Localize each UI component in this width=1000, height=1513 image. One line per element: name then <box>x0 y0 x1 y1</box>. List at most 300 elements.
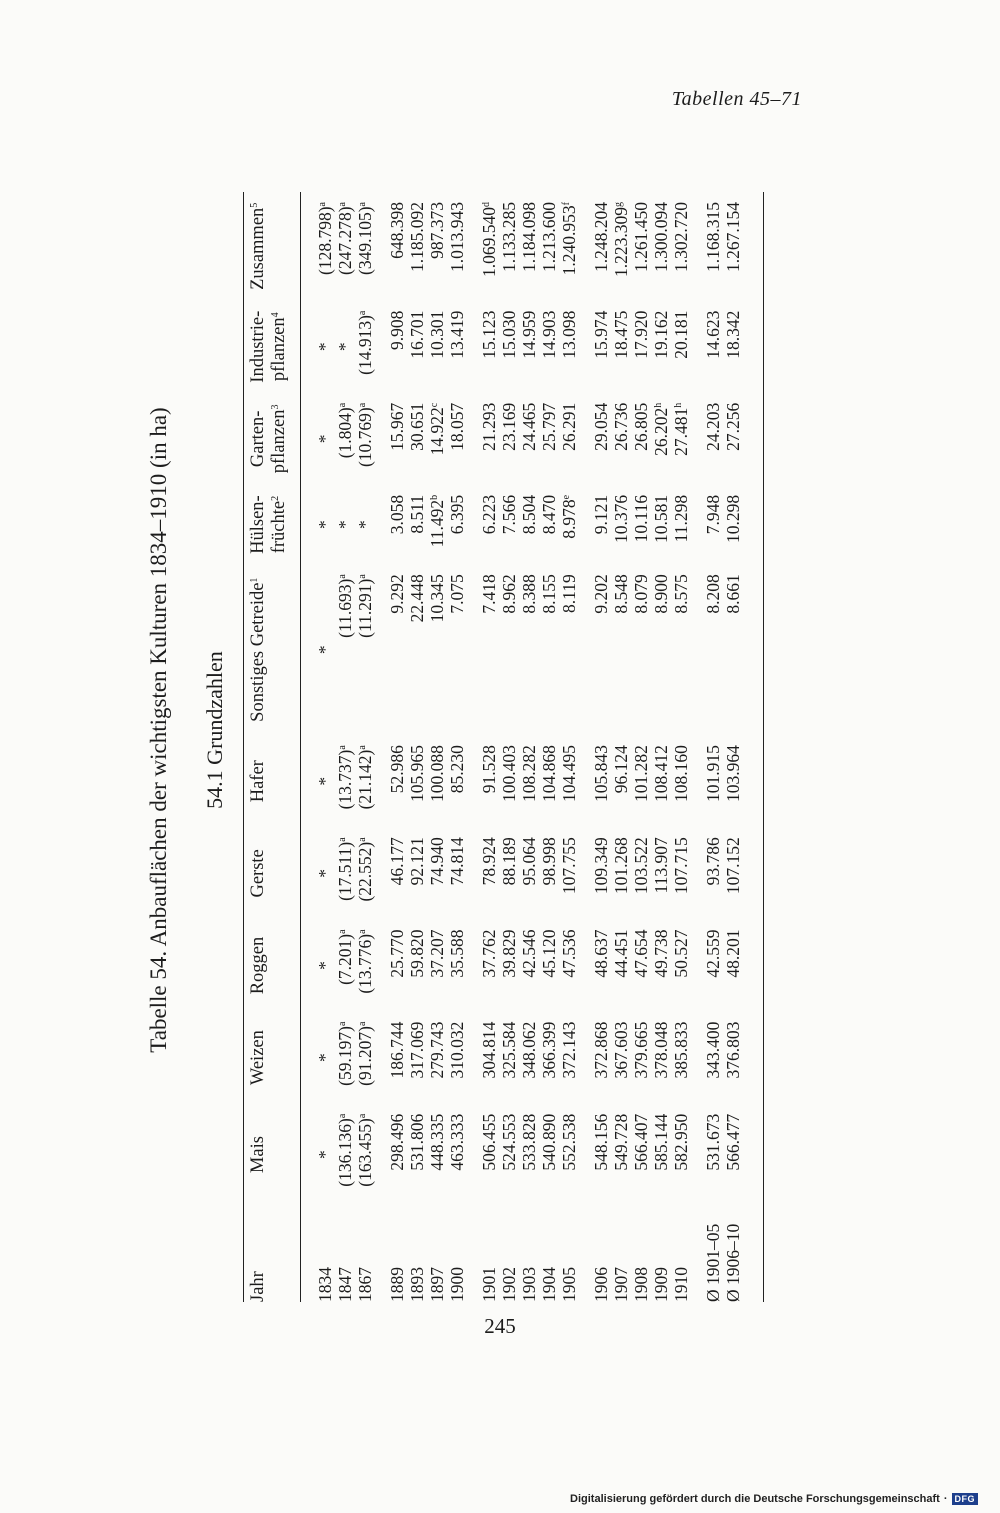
value-cell-garten: 27.481$^h$ <box>671 402 691 456</box>
year-cell: 1909 <box>651 1267 671 1302</box>
value-cell-sonstiges: 8.388 <box>519 574 539 614</box>
column-header <box>244 919 301 1011</box>
table-row <box>559 192 579 1302</box>
table-row <box>407 192 427 1302</box>
footnote-marker: a <box>337 402 348 408</box>
footnote-marker: a <box>357 202 368 207</box>
value-cell-zusammen: 1.261.450 <box>631 202 651 272</box>
value-cell-hafer: 101.282 <box>631 745 651 803</box>
value-cell-industrie: 9.908 <box>387 310 407 351</box>
value-cell-hafer: 100.403 <box>499 745 519 803</box>
year-cell: 1906 <box>591 1267 611 1302</box>
value-cell-sonstiges: 8.208 <box>703 574 723 614</box>
value-cell-gerste: $(22.552)^a$ <box>355 837 375 902</box>
value-cell-mais: 524.553 <box>499 1113 519 1171</box>
year-cell: 1904 <box>539 1267 559 1302</box>
value-cell-zusammen: 1.013.943 <box>447 202 467 272</box>
value-cell-weizen: 310.032 <box>447 1021 467 1079</box>
year-cell: 1910 <box>671 1267 691 1302</box>
value-cell-mais: 552.538 <box>559 1113 579 1171</box>
value-cell-industrie <box>301 301 336 393</box>
value-cell-roggen: $(13.776)^a$ <box>355 929 375 994</box>
value-cell-roggen: 47.536 <box>559 929 579 978</box>
column-header-text: Hafer <box>248 760 268 803</box>
table-row <box>335 192 355 1302</box>
value-cell-garten: 24.203 <box>703 402 723 451</box>
value-cell-huelsen <box>355 485 375 564</box>
value-cell-mais: 533.828 <box>519 1113 539 1171</box>
value-cell-garten: 15.967 <box>387 402 407 451</box>
footnote-marker: c <box>429 402 440 408</box>
year-cell: 1893 <box>407 1267 427 1302</box>
value-cell-gerste: 95.064 <box>519 837 539 886</box>
value-cell-hafer: 103.964 <box>723 745 743 803</box>
value-cell-gerste <box>301 827 336 919</box>
no-data-marker: * <box>315 520 335 529</box>
column-header <box>244 192 301 301</box>
column-header <box>244 1012 301 1104</box>
value-cell-mais: 548.156 <box>591 1113 611 1171</box>
value-cell-sonstiges: 9.202 <box>591 574 611 614</box>
value-cell-gerste: 107.715 <box>671 837 691 895</box>
value-cell-industrie: 15.030 <box>499 310 519 359</box>
value-cell-roggen: 45.120 <box>539 929 559 978</box>
value-cell-mais: 506.455 <box>479 1113 499 1171</box>
value-cell-mais: $(136.136)^a$ <box>335 1113 355 1187</box>
dfg-logo: DFG <box>952 1493 979 1505</box>
value-cell-roggen: 35.588 <box>447 929 467 978</box>
footnote-marker: 2 <box>270 495 281 501</box>
no-data-marker: * <box>335 520 355 529</box>
value-cell-huelsen: 7.566 <box>499 494 519 535</box>
table-row <box>539 192 559 1302</box>
value-cell-weizen: $(59.197)^a$ <box>335 1021 355 1086</box>
column-header <box>244 735 301 827</box>
value-cell-huelsen: 3.058 <box>387 494 407 535</box>
value-cell-sonstiges: $(11.693)^a$ <box>335 574 355 638</box>
year-cell: 1897 <box>427 1267 447 1302</box>
column-header <box>244 827 301 919</box>
table-row <box>447 192 467 1302</box>
value-cell-zusammen: $(247.278)^a$ <box>335 202 355 275</box>
column-header <box>244 301 301 393</box>
value-cell-roggen <box>301 919 336 1011</box>
value-cell-weizen: $(91.207)^a$ <box>355 1021 375 1086</box>
value-cell-sonstiges: 8.661 <box>723 574 743 614</box>
running-head: Tabellen 45–71 <box>671 88 802 110</box>
value-cell-huelsen: 8.978e <box>559 494 579 539</box>
value-cell-mais <box>301 1104 336 1206</box>
value-cell-roggen: 42.559 <box>703 929 723 978</box>
value-cell-industrie: 16.701 <box>407 310 427 359</box>
value-cell-sonstiges: 10.345 <box>427 574 447 623</box>
no-data-marker: * <box>315 961 335 970</box>
value-cell-sonstiges: 8.900 <box>651 574 671 614</box>
footnote-marker: a <box>337 574 348 579</box>
footnote-marker: 3 <box>270 404 281 410</box>
column-header-text: Sonstiges Getreide <box>248 582 268 722</box>
value-cell-weizen: 279.743 <box>427 1021 447 1079</box>
table-row <box>611 192 631 1302</box>
column-header-text: pflanzen <box>269 409 289 474</box>
column-header-text: Gerste <box>248 849 268 898</box>
value-cell-roggen: $(7.201)^a$ <box>335 929 355 985</box>
value-cell-garten: 29.054 <box>591 402 611 451</box>
value-cell-industrie: 19.162 <box>651 310 671 359</box>
footnote-marker: a <box>357 837 368 842</box>
credit-separator: · <box>943 1493 948 1505</box>
value-cell-garten: $(1.804)^a$ <box>335 402 355 459</box>
value-cell-industrie: 14.623 <box>703 310 723 359</box>
no-data-marker: * <box>315 1053 335 1063</box>
value-cell-zusammen: 1.213.600 <box>539 202 559 272</box>
value-cell-sonstiges: $(11.291)^a$ <box>355 574 375 638</box>
value-cell-sonstiges: 7.075 <box>447 574 467 614</box>
value-cell-gerste: 78.924 <box>479 837 499 886</box>
table-titles <box>140 150 230 1310</box>
value-cell-roggen: 47.654 <box>631 929 651 978</box>
value-cell-huelsen: 10.298 <box>723 494 743 544</box>
value-cell-garten: 25.797 <box>539 402 559 451</box>
credit-text: Digitalisierung gefördert durch die Deutsche Forschungsgemeinschaft <box>570 1493 940 1505</box>
value-cell-hafer: 100.088 <box>427 745 447 803</box>
footnote-marker: 4 <box>270 312 281 318</box>
value-cell-garten: 21.293 <box>479 402 499 451</box>
value-cell-huelsen: 8.470 <box>539 494 559 535</box>
footnote-marker: e <box>561 494 572 500</box>
no-data-marker: * <box>315 1150 335 1159</box>
value-cell-huelsen: 9.121 <box>591 494 611 535</box>
no-data-marker: * <box>355 520 375 529</box>
value-cell-mais: $(163.455)^a$ <box>355 1113 375 1187</box>
column-header-text: Hülsen- <box>248 495 268 554</box>
column-header <box>244 393 301 485</box>
value-cell-garten: 24.465 <box>519 402 539 451</box>
footnote-marker: b <box>429 494 440 500</box>
value-cell-mais: 531.673 <box>703 1113 723 1171</box>
year-cell: 1907 <box>611 1267 631 1302</box>
value-cell-sonstiges: 8.079 <box>631 574 651 614</box>
value-cell-sonstiges: 22.448 <box>407 574 427 623</box>
header-row <box>244 192 301 1302</box>
value-cell-hafer: 91.528 <box>479 745 499 794</box>
table-row <box>579 192 611 1302</box>
value-cell-gerste: 101.268 <box>611 837 631 895</box>
value-cell-huelsen <box>301 485 336 564</box>
value-cell-industrie: 13.098 <box>559 310 579 359</box>
column-header-text: Jahr <box>248 1271 268 1302</box>
value-cell-gerste: 74.940 <box>427 837 447 886</box>
footnote-marker: a <box>337 837 348 842</box>
value-cell-hafer: 85.230 <box>447 745 467 794</box>
value-cell-mais: 549.728 <box>611 1113 631 1171</box>
value-cell-industrie: 14.959 <box>519 310 539 359</box>
value-cell-gerste: 103.522 <box>631 837 651 895</box>
value-cell-hafer: 104.868 <box>539 745 559 803</box>
value-cell-weizen: 348.062 <box>519 1021 539 1079</box>
column-header-text: Garten- <box>248 410 268 468</box>
value-cell-weizen: 343.400 <box>703 1021 723 1079</box>
value-cell-mais: 448.335 <box>427 1113 447 1171</box>
value-cell-industrie <box>335 301 355 393</box>
value-cell-industrie: 13.419 <box>447 310 467 359</box>
table-row <box>519 192 539 1302</box>
value-cell-weizen: 325.584 <box>499 1021 519 1079</box>
footnote-marker: a <box>357 1113 368 1119</box>
value-cell-garten: 26.805 <box>631 402 651 451</box>
value-cell-roggen: 42.546 <box>519 929 539 978</box>
value-cell-sonstiges: 8.119 <box>559 574 579 613</box>
value-cell-weizen: 376.803 <box>723 1021 743 1079</box>
value-cell-garten: $(10.769)^a$ <box>355 402 375 468</box>
value-cell-zusammen: $(349.105)^a$ <box>355 202 375 275</box>
table-subtitle: 54.1 Grundzahlen <box>202 651 227 809</box>
year-cell: 1847 <box>335 1267 355 1302</box>
value-cell-roggen: 49.738 <box>651 929 671 978</box>
year-cell: 1900 <box>447 1267 467 1302</box>
value-cell-garten: 23.169 <box>499 402 519 451</box>
value-cell-garten <box>301 393 336 485</box>
value-cell-hafer: $(21.142)^a$ <box>355 745 375 810</box>
value-cell-weizen: 372.868 <box>591 1021 611 1079</box>
value-cell-gerste: 107.152 <box>723 837 743 895</box>
value-cell-weizen: 378.048 <box>651 1021 671 1079</box>
value-cell-mais: 566.407 <box>631 1113 651 1171</box>
value-cell-huelsen: 10.376 <box>611 494 631 544</box>
value-cell-mais: 298.496 <box>387 1113 407 1171</box>
value-cell-zusammen: 648.398 <box>387 202 407 259</box>
value-cell-weizen: 317.069 <box>407 1021 427 1079</box>
table-row <box>651 192 671 1302</box>
value-cell-huelsen: 8.504 <box>519 494 539 535</box>
footnote-marker: a <box>357 929 368 934</box>
year-cell: 1889 <box>387 1267 407 1302</box>
value-cell-mais: 531.806 <box>407 1113 427 1171</box>
value-cell-industrie: 17.920 <box>631 310 651 359</box>
footnote-marker: f <box>561 202 572 206</box>
table-row <box>691 192 723 1302</box>
column-header-text: Zusammen <box>248 207 268 290</box>
no-data-marker: * <box>335 342 355 352</box>
value-cell-gerste: $(17.511)^a$ <box>335 837 355 901</box>
no-data-marker: * <box>315 645 335 655</box>
value-cell-weizen: 385.833 <box>671 1021 691 1079</box>
value-cell-roggen: 37.762 <box>479 929 499 978</box>
value-cell-roggen: 39.829 <box>499 929 519 978</box>
value-cell-huelsen: 10.116 <box>631 494 651 543</box>
value-cell-mais: 582.950 <box>671 1113 691 1171</box>
value-cell-roggen: 59.820 <box>407 929 427 978</box>
value-cell-zusammen: 1.300.094 <box>651 202 671 272</box>
footnote-marker: a <box>337 1113 348 1119</box>
value-cell-sonstiges: 7.418 <box>479 574 499 614</box>
rotated-table-block <box>140 150 830 1310</box>
year-cell: 1905 <box>559 1267 579 1302</box>
column-header <box>244 1205 301 1302</box>
value-cell-hafer: $(13.737)^a$ <box>335 745 355 810</box>
value-cell-huelsen <box>335 485 355 564</box>
value-cell-garten: 27.256 <box>723 402 743 451</box>
value-cell-hafer: 96.124 <box>611 745 631 794</box>
value-cell-huelsen: 6.395 <box>447 494 467 535</box>
value-cell-sonstiges: 8.575 <box>671 574 691 614</box>
footnote-marker: a <box>357 745 368 750</box>
table-row <box>671 192 691 1302</box>
footnote-marker: a <box>357 402 368 408</box>
value-cell-gerste: 113.907 <box>651 837 671 894</box>
value-cell-industrie: 14.903 <box>539 310 559 359</box>
footnote-marker: a <box>337 202 348 207</box>
footnote-marker: a <box>357 1021 368 1027</box>
column-header <box>244 564 301 735</box>
no-data-marker: * <box>315 342 335 352</box>
value-cell-weizen: 186.744 <box>387 1021 407 1079</box>
table-row <box>499 192 519 1302</box>
value-cell-gerste: 98.998 <box>539 837 559 886</box>
column-header <box>244 485 301 564</box>
value-cell-huelsen: 11.492$^b$ <box>427 494 447 548</box>
page-number: 245 <box>484 1314 516 1338</box>
footnote-marker: 5 <box>249 202 260 208</box>
value-cell-mais: 566.477 <box>723 1113 743 1171</box>
table-header <box>244 192 301 1302</box>
no-data-marker: * <box>315 776 335 786</box>
value-cell-garten: 14.922$^c$ <box>427 402 447 456</box>
value-cell-garten: 30.651 <box>407 402 427 451</box>
year-cell: 1902 <box>499 1267 519 1302</box>
value-cell-weizen: 367.603 <box>611 1021 631 1079</box>
value-cell-industrie: 18.342 <box>723 310 743 359</box>
value-cell-zusammen: 987.373 <box>427 202 447 259</box>
value-cell-roggen: 25.770 <box>387 929 407 978</box>
value-cell-hafer: 108.160 <box>671 745 691 803</box>
value-cell-roggen: 50.527 <box>671 929 691 978</box>
value-cell-industrie: 18.475 <box>611 310 631 359</box>
table-row <box>301 192 336 1302</box>
value-cell-roggen: 48.637 <box>591 929 611 978</box>
value-cell-hafer: 108.282 <box>519 745 539 803</box>
value-cell-hafer <box>301 735 336 827</box>
value-cell-hafer: 105.965 <box>407 745 427 803</box>
value-cell-zusammen: 1.168.315 <box>703 202 723 272</box>
value-cell-sonstiges: 8.962 <box>499 574 519 614</box>
footnote-marker: a <box>357 310 368 316</box>
value-cell-zusammen: 1.133.285 <box>499 202 519 272</box>
table-row <box>467 192 499 1302</box>
year-cell: 1834 <box>315 1267 335 1302</box>
digitization-credit <box>570 1493 978 1505</box>
value-cell-weizen <box>301 1012 336 1104</box>
value-cell-zusammen: 1.267.154 <box>723 202 743 272</box>
value-cell-garten: 26.202$^h$ <box>651 402 671 456</box>
column-header-text: früchte <box>269 500 289 554</box>
value-cell-hafer: 104.495 <box>559 745 579 803</box>
value-cell-huelsen: 6.223 <box>479 494 499 535</box>
value-cell-weizen: 379.665 <box>631 1021 651 1079</box>
value-cell-sonstiges <box>301 564 336 735</box>
value-cell-hafer: 52.986 <box>387 745 407 794</box>
value-cell-zusammen: 1.185.092 <box>407 202 427 272</box>
value-cell-roggen: 48.201 <box>723 929 743 978</box>
value-cell-gerste: 92.121 <box>407 837 427 886</box>
value-cell-zusammen: 1.184.098 <box>519 202 539 272</box>
footnote-marker: 1 <box>249 577 260 583</box>
value-cell-zusammen: 1.069.540$^d$ <box>479 202 499 277</box>
value-cell-garten: 26.736 <box>611 402 631 451</box>
table-body <box>301 192 758 1302</box>
year-cell: 1903 <box>519 1267 539 1302</box>
year-cell: 1901 <box>479 1267 499 1302</box>
value-cell-gerste: 93.786 <box>703 837 723 886</box>
value-cell-gerste: 74.814 <box>447 837 467 886</box>
value-cell-huelsen: 8.511 <box>407 494 427 534</box>
table-row <box>723 192 757 1302</box>
value-cell-sonstiges: 8.548 <box>611 574 631 614</box>
year-cell: Ø 1906–10 <box>723 1223 743 1302</box>
footnote-marker: g <box>613 202 624 207</box>
value-cell-zusammen: 1.240.953$^f$ <box>559 202 579 276</box>
value-cell-gerste: 109.349 <box>591 837 611 895</box>
table-bottom-rule <box>763 192 764 1302</box>
data-table <box>243 192 757 1302</box>
footnote-marker: a <box>357 574 368 579</box>
value-cell-gerste: 107.755 <box>559 837 579 895</box>
value-cell-zusammen: 1.248.204 <box>591 202 611 272</box>
value-cell-sonstiges: 8.155 <box>539 574 559 614</box>
value-cell-huelsen: 7.948 <box>703 494 723 535</box>
table-row <box>375 192 407 1302</box>
value-cell-weizen: 366.399 <box>539 1021 559 1079</box>
footnote-marker: a <box>337 1021 348 1027</box>
table-row <box>355 192 375 1302</box>
value-cell-mais: 585.144 <box>651 1113 671 1171</box>
value-cell-mais: 540.890 <box>539 1113 559 1171</box>
value-cell-zusammen: 1.223.309$^g$ <box>611 202 631 277</box>
value-cell-garten: 26.291 <box>559 402 579 451</box>
column-header-text: Roggen <box>248 936 268 995</box>
year-cell: 1867 <box>355 1267 375 1302</box>
year-cell: Ø 1901–05 <box>703 1223 723 1302</box>
column-header-text: Mais <box>248 1136 268 1174</box>
footnote-marker: a <box>337 745 348 750</box>
table-row <box>427 192 447 1302</box>
no-data-marker: * <box>315 869 335 878</box>
value-cell-huelsen: 11.298 <box>671 494 691 543</box>
value-cell-industrie: 15.974 <box>591 310 611 359</box>
value-cell-hafer: 105.843 <box>591 745 611 803</box>
column-header-text: Weizen <box>248 1030 268 1086</box>
footnote-marker: h <box>673 402 684 408</box>
value-cell-industrie: 20.181 <box>671 310 691 359</box>
footnote-marker: h <box>653 402 664 408</box>
value-cell-zusammen: $(128.798)^a$ <box>315 202 335 275</box>
footnote-marker: a <box>337 929 348 934</box>
table-title: Tabelle 54. Anbauflächen der wichtigsten Kulturen 1834–1910 (in ha) <box>146 407 171 1053</box>
footnote-marker: d <box>481 202 492 207</box>
value-cell-mais: 463.333 <box>447 1113 467 1171</box>
footnote-marker: a <box>317 202 328 207</box>
column-header-text: Industrie- <box>248 310 268 383</box>
no-data-marker: * <box>315 434 335 444</box>
value-cell-hafer: 108.412 <box>651 745 671 803</box>
value-cell-zusammen: 1.302.720 <box>671 202 691 272</box>
year-cell: 1908 <box>631 1267 651 1302</box>
value-cell-weizen: 372.143 <box>559 1021 579 1079</box>
value-cell-gerste: 88.189 <box>499 837 519 886</box>
value-cell-roggen: 37.207 <box>427 929 447 978</box>
value-cell-sonstiges: 9.292 <box>387 574 407 614</box>
table-row <box>631 192 651 1302</box>
